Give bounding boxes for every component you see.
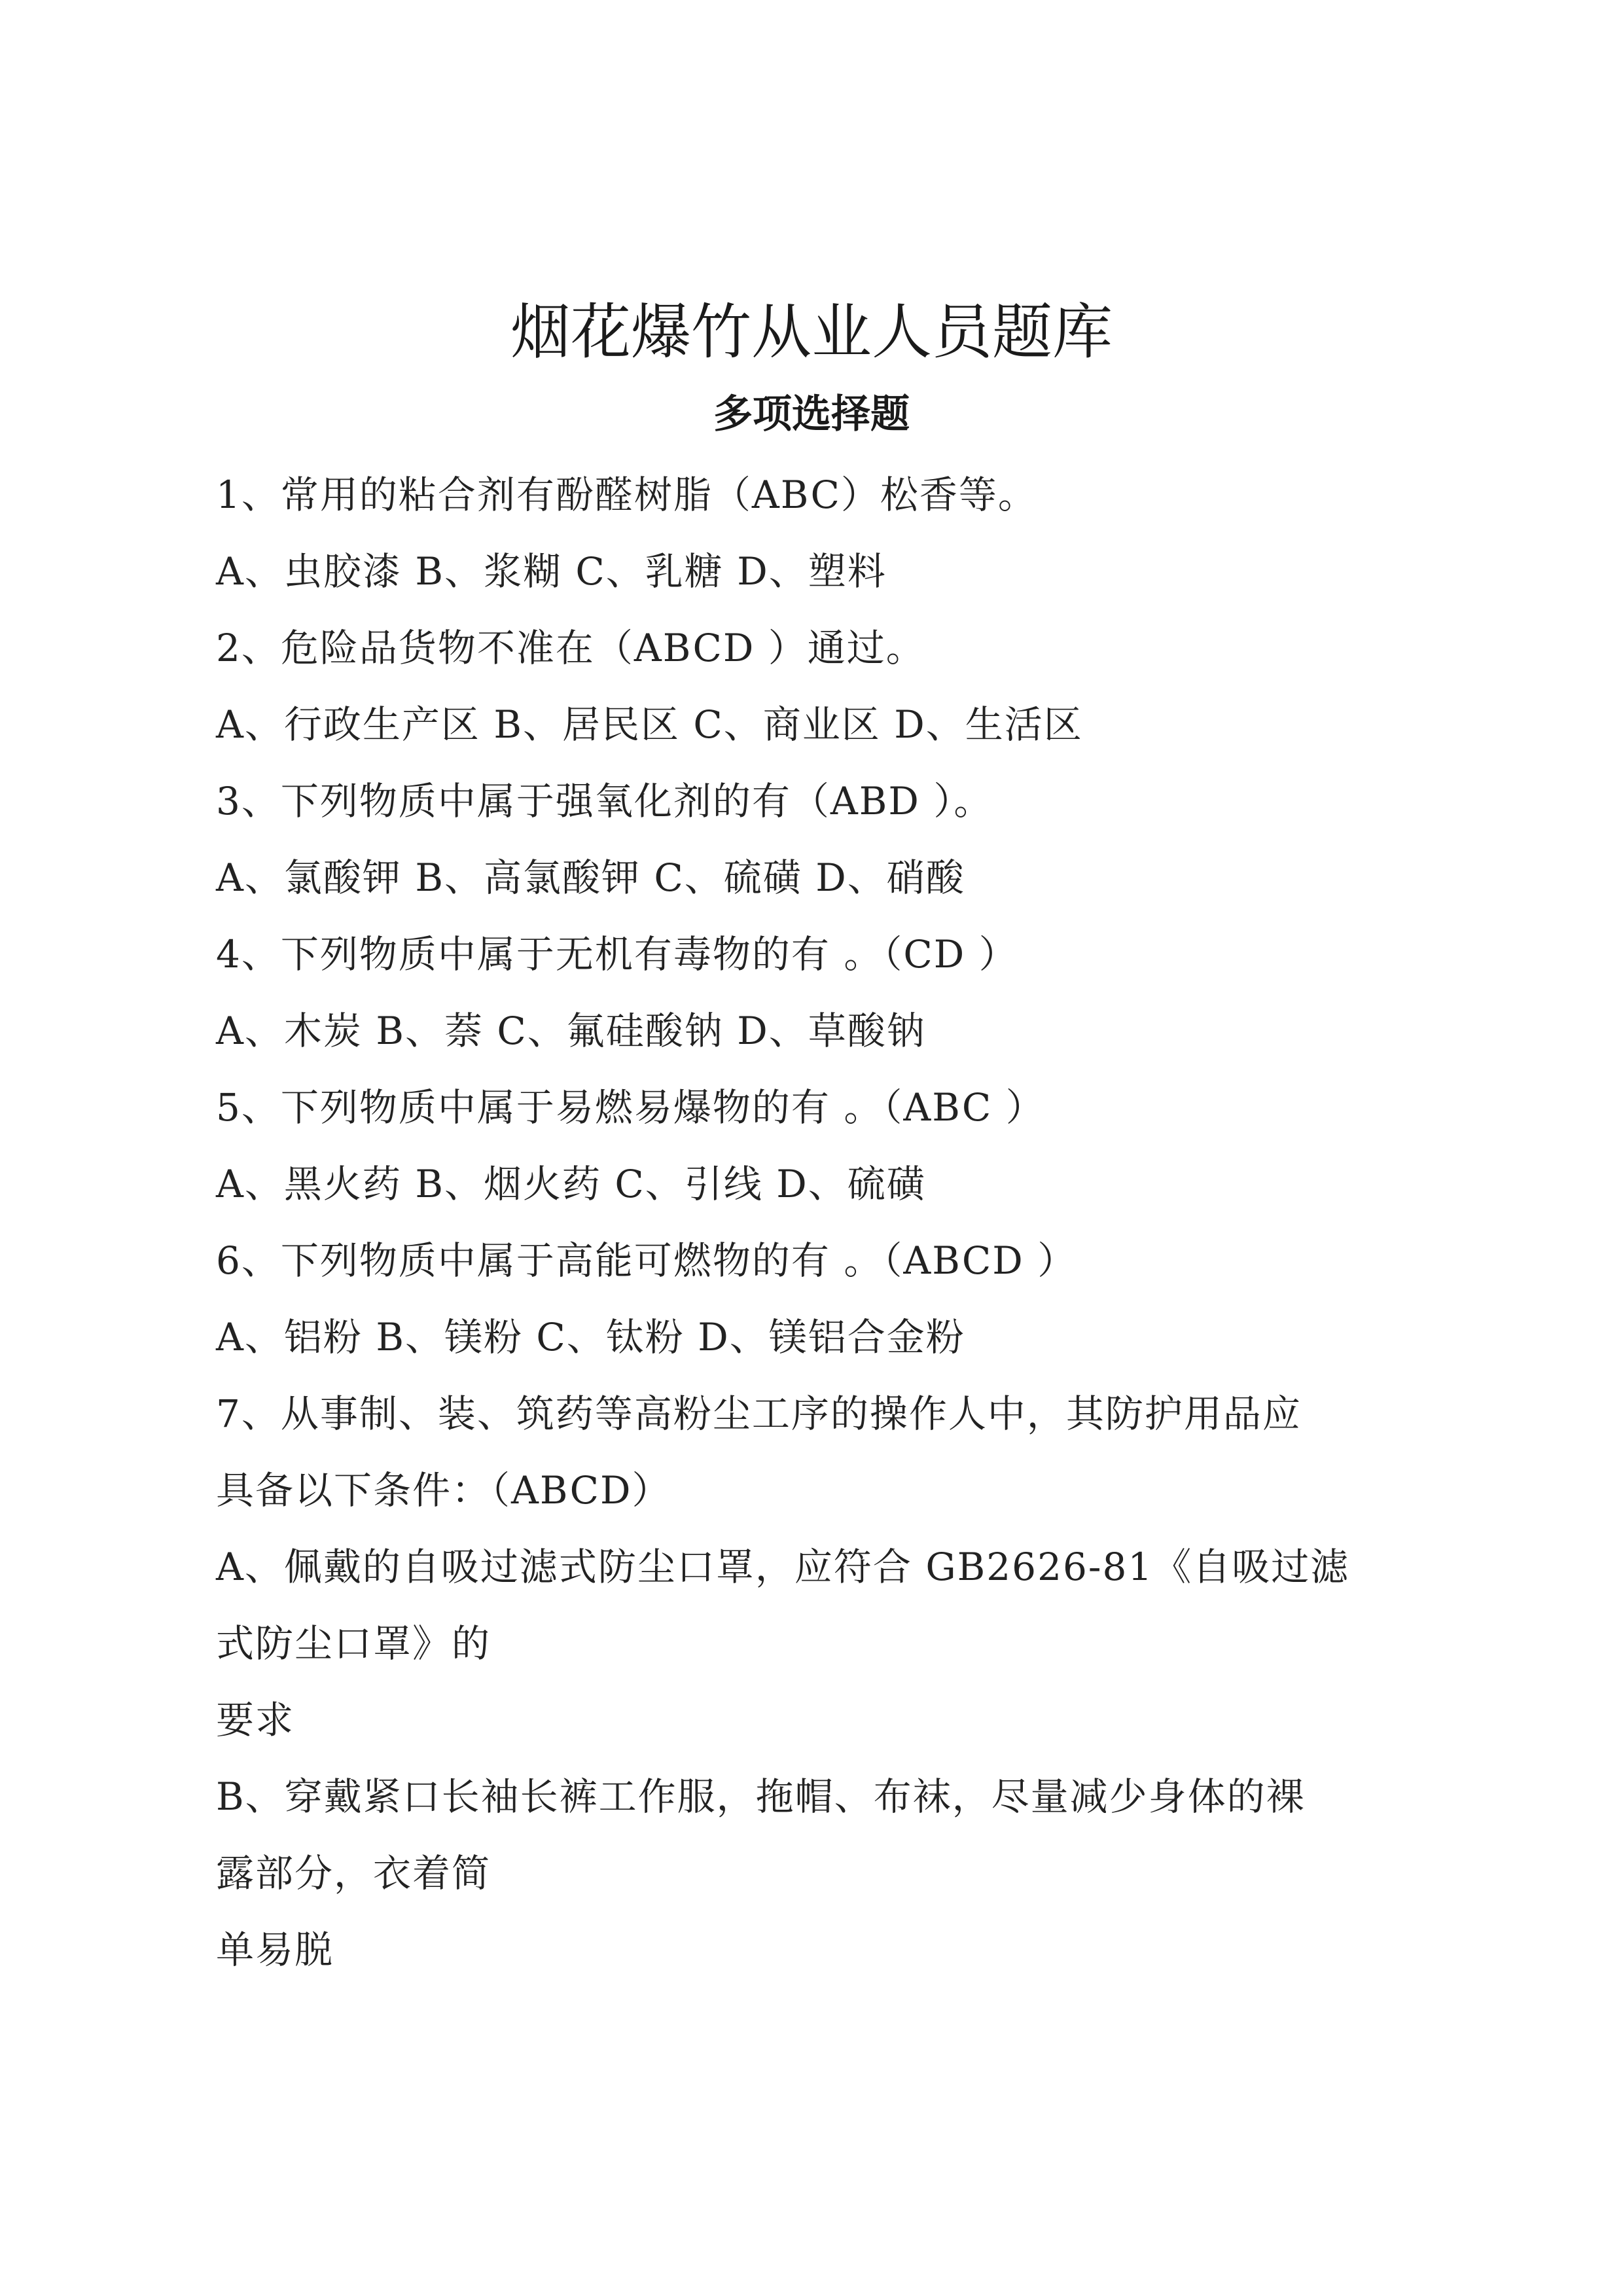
question-7-option-a-cont: 式防尘口罩》的: [216, 1621, 491, 1666]
question-7-option-b: B、穿戴紧口长袖长裤工作服，拖帽、布袜，尽量减少身体的裸: [216, 1774, 1306, 1819]
question-1-stem: 1、常用的粘合剂有酚醛树脂（ABC）松香等。: [216, 473, 1037, 517]
question-7-option-b-cont: 单易脱: [216, 1928, 334, 1972]
document-title: 烟花爆竹从业人员题库: [510, 297, 1113, 367]
question-6-stem: 6、下列物质中属于高能可燃物的有 。（ABCD ）: [216, 1238, 1077, 1283]
question-1-options: A、虫胶漆 B、浆糊 C、乳糖 D、塑料: [216, 549, 887, 594]
question-7-stem-cont: 具备以下条件：（ABCD）: [216, 1468, 671, 1513]
section-heading: 多项选择题: [713, 391, 910, 437]
question-6-options: A、铝粉 B、镁粉 C、钛粉 D、镁铝合金粉: [216, 1315, 965, 1359]
question-7-option-b-cont: 露部分，衣着简: [216, 1851, 491, 1895]
question-7-stem: 7、从事制、装、筑药等高粉尘工序的操作人中，其防护用品应: [216, 1391, 1302, 1436]
question-3-stem: 3、下列物质中属于强氧化剂的有（ABD ）。: [216, 779, 993, 823]
question-5-stem: 5、下列物质中属于易燃易爆物的有 。（ABC ）: [216, 1085, 1045, 1130]
question-2-options: A、行政生产区 B、居民区 C、商业区 D、生活区: [216, 702, 1083, 747]
question-7-option-a: A、佩戴的自吸过滤式防尘口罩，应符合 GB2626-81《自吸过滤: [216, 1545, 1350, 1589]
question-5-options: A、黑火药 B、烟火药 C、引线 D、硫磺: [216, 1162, 926, 1206]
question-7-option-a-cont: 要求: [216, 1698, 295, 1742]
question-list: [216, 457, 1433, 1988]
question-3-options: A、氯酸钾 B、高氯酸钾 C、硫磺 D、硝酸: [216, 855, 965, 900]
question-4-options: A、木炭 B、萘 C、氟硅酸钠 D、草酸钠: [216, 1009, 926, 1053]
question-2-stem: 2、危险品货物不准在（ABCD ）通过。: [216, 626, 925, 670]
question-4-stem: 4、下列物质中属于无机有毒物的有 。（CD ）: [216, 932, 1018, 977]
